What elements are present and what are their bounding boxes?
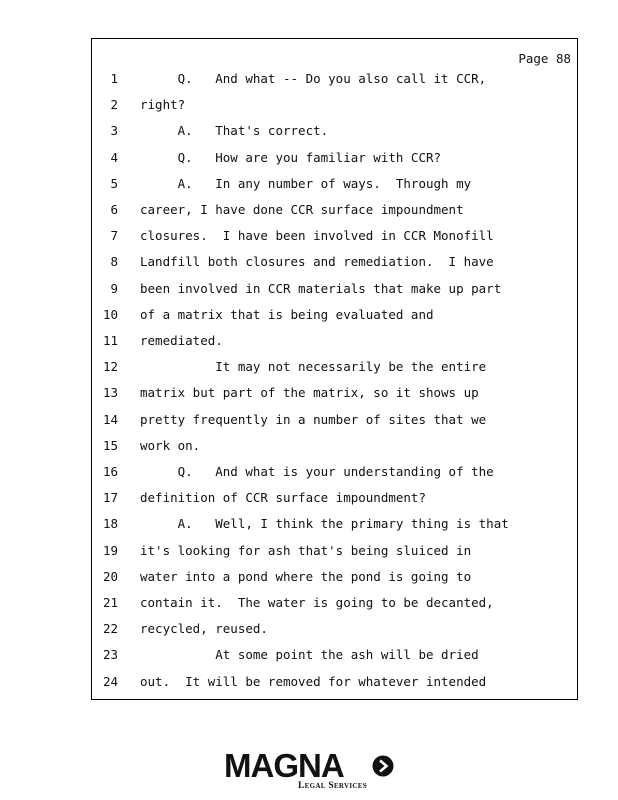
- transcript-line: [92, 569, 577, 595]
- page-number: Page 88: [518, 51, 571, 66]
- line-text: career, I have done CCR surface impoundment: [140, 202, 464, 217]
- line-text: it's looking for ash that's being sluiced in: [140, 542, 472, 558]
- line-number: 24: [102, 673, 118, 689]
- line-number: 5: [110, 175, 118, 191]
- magna-logo: [224, 748, 404, 794]
- transcript-line: [92, 385, 577, 411]
- line-text: right?: [140, 97, 186, 113]
- line-text: Q. And what is your understanding of the: [140, 464, 494, 479]
- line-number: 3: [110, 123, 118, 139]
- chevron-right-circle-icon: [372, 755, 394, 777]
- transcript-line: [92, 621, 577, 647]
- line-text: Q. And what -- Do you also call it CCR,: [140, 71, 487, 86]
- line-text: work on.: [140, 437, 201, 453]
- line-number: 15: [102, 437, 118, 453]
- line-text: pretty frequently in a number of sites that we: [140, 411, 487, 427]
- transcript-line: [92, 71, 577, 97]
- line-text: of a matrix that is being evaluated and: [140, 306, 434, 322]
- line-number: 12: [102, 359, 118, 375]
- line-number: 21: [102, 595, 118, 610]
- transcript-line: [92, 438, 577, 464]
- transcript-line: [92, 595, 577, 621]
- line-number: 1: [110, 71, 118, 86]
- logo-wordmark: MAGNA: [224, 747, 344, 784]
- line-number: 20: [102, 568, 118, 584]
- transcript-line: [92, 228, 577, 254]
- line-number: 22: [102, 621, 118, 637]
- line-text: been involved in CCR materials that make up part: [140, 280, 502, 296]
- line-number: 10: [102, 306, 118, 322]
- line-text: Landfill both closures and remediation. I have: [140, 254, 494, 270]
- line-number: 6: [110, 202, 118, 217]
- line-text: matrix but part of the matrix, so it shows up: [140, 385, 479, 401]
- line-text: A. That's correct.: [140, 123, 329, 139]
- transcript-line: [92, 254, 577, 280]
- line-number: 14: [102, 411, 118, 427]
- transcript-line: [92, 150, 577, 176]
- line-text: Q. How are you familiar with CCR?: [140, 149, 442, 165]
- transcript-line: [92, 464, 577, 490]
- transcript-line: [92, 490, 577, 516]
- transcript-line: [92, 412, 577, 438]
- line-number: 11: [102, 333, 118, 348]
- line-number: 23: [102, 647, 118, 663]
- line-text: It may not necessarily be the entire: [140, 359, 487, 375]
- transcript-page: [91, 38, 578, 700]
- line-text: definition of CCR surface impoundment?: [140, 490, 426, 506]
- line-number: 7: [110, 228, 118, 244]
- line-number: 2: [110, 97, 118, 113]
- transcript-line: [92, 516, 577, 542]
- line-text: closures. I have been involved in CCR Monofill: [140, 228, 494, 244]
- transcript-line: [92, 359, 577, 385]
- transcript-line: [92, 176, 577, 202]
- line-number: 4: [110, 149, 118, 165]
- line-number: 16: [102, 464, 118, 479]
- line-text: A. Well, I think the primary thing is that: [140, 516, 509, 532]
- line-text: At some point the ash will be dried: [140, 647, 479, 663]
- line-text: A. In any number of ways. Through my: [140, 175, 472, 191]
- transcript-line: [92, 97, 577, 123]
- line-number: 17: [102, 490, 118, 506]
- transcript-line: [92, 333, 577, 359]
- transcript-line: [92, 281, 577, 307]
- line-number: 8: [110, 254, 118, 270]
- logo-subtitle: Legal Services: [298, 781, 367, 791]
- line-number: 18: [102, 516, 118, 532]
- transcript-line: [92, 674, 577, 700]
- line-number: 19: [102, 542, 118, 558]
- line-text: recycled, reused.: [140, 621, 268, 637]
- transcript-line: [92, 543, 577, 569]
- line-text: out. It will be removed for whatever intended: [140, 673, 487, 689]
- line-text: contain it. The water is going to be decanted,: [140, 595, 494, 610]
- transcript-line: [92, 647, 577, 673]
- transcript-line: [92, 202, 577, 228]
- transcript-line: [92, 307, 577, 333]
- transcript-line: [92, 123, 577, 149]
- line-number: 9: [110, 280, 118, 296]
- line-text: remediated.: [140, 333, 223, 348]
- line-number: 13: [102, 385, 118, 401]
- line-text: water into a pond where the pond is going to: [140, 568, 472, 584]
